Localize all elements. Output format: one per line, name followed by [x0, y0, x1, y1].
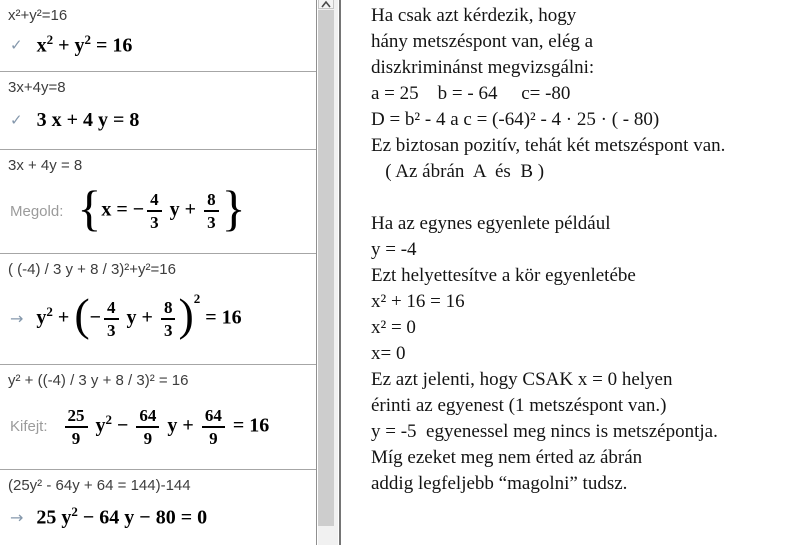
note-line: Ha csak azt kérdezik, hogy [371, 5, 577, 26]
note-line: x² + 16 = 16 [371, 291, 465, 312]
note-line: x² = 0 [371, 317, 416, 338]
math-output: 25 $y^2 - 64$ y − 80 = 0 [36, 504, 208, 529]
note-line: diszkriminánst megvizsgálni: [371, 57, 595, 78]
cas-output[interactable] [0, 389, 316, 464]
note-line: y = -4 [371, 239, 417, 260]
cas-input[interactable]: y² + ((-4) / 3 y + 8 / 3)² = 16 [8, 372, 189, 389]
note-line: hány metszéspont van, elég a [371, 31, 594, 52]
cas-row[interactable] [0, 0, 316, 72]
check-icon: ✓ [10, 111, 23, 129]
cas-panel [0, 0, 317, 545]
note-line: x= 0 [371, 343, 406, 364]
check-icon: ✓ [10, 36, 23, 54]
cas-input[interactable]: x²+y²=16 [8, 7, 68, 24]
arrow-icon: → [10, 309, 24, 328]
cas-input[interactable]: 3x + 4y = 8 [8, 157, 83, 174]
scrollbar-thumb[interactable] [318, 10, 334, 526]
cas-output[interactable] [0, 96, 316, 144]
fraction: $\frac{8}{3}$ [161, 298, 176, 340]
cas-row[interactable] [0, 254, 316, 365]
cas-output[interactable] [0, 278, 316, 359]
math-output: $y^2$ + (− $\frac{4}{3}$ y + $\frac{8}{3}$ )$^2$ = 16 [36, 289, 242, 341]
cas-row[interactable] [0, 470, 316, 545]
fraction: $\frac{25}{9}$ [65, 406, 88, 448]
math-output: $x^2 + y^2 = 16$ [36, 32, 133, 57]
expand-label: Kifejt: [10, 418, 48, 435]
scroll-up-button[interactable] [318, 0, 334, 9]
cas-row[interactable] [0, 72, 316, 150]
cas-row[interactable] [0, 150, 316, 254]
chevron-up-icon [319, 0, 333, 8]
note-line: Ezt helyettesítve a kör egyenletébe [371, 265, 636, 286]
cas-row[interactable] [0, 365, 316, 470]
cas-input[interactable]: 3x+4y=8 [8, 79, 66, 96]
fraction: $\frac{64}{9}$ [136, 406, 159, 448]
note-line: y = -5 egyenessel meg nincs is metszépontja. [371, 421, 718, 442]
note-line: Míg ezeket meg nem érted az ábrán [371, 447, 643, 468]
arrow-icon: → [10, 507, 24, 527]
cas-input[interactable]: ( (-4) / 3 y + 8 / 3)²+y²=16 [8, 261, 176, 278]
fraction: $\frac{64}{9}$ [202, 406, 225, 448]
note-line: D = b² - 4 a c = (-64)² - 4 · 25 · ( - 80) [371, 109, 660, 130]
fraction: $\frac{4}{3}$ [147, 190, 162, 232]
note-line: Ez biztosan pozitív, tehát két metszéspont van. [371, 135, 726, 156]
note-line: érinti az egyenest (1 metszéspont van.) [371, 395, 667, 416]
vertical-scrollbar[interactable] [318, 0, 338, 545]
note-line: ( Az ábrán A és B ) [371, 161, 545, 182]
fraction: $\frac{8}{3}$ [204, 190, 219, 232]
cas-input[interactable]: (25y² - 64y + 64 = 144)-144 [8, 477, 191, 494]
note-line: addig legfeljebb “magolni” tudsz. [371, 473, 628, 494]
notes-panel [341, 0, 798, 545]
note-line: Ha az egynes egyenlete például [371, 213, 611, 234]
cas-output[interactable] [0, 174, 316, 248]
fraction: $\frac{4}{3}$ [104, 298, 119, 340]
note-line [371, 185, 798, 211]
note-line: Ez azt jelenti, hogy CSAK x = 0 helyen [371, 369, 673, 390]
cas-output[interactable] [0, 494, 316, 540]
solve-label: Megold: [10, 202, 64, 220]
math-output: 3 x + 4 y = 8 [36, 108, 140, 131]
math-output: $\frac{25}{9}$ $y^2$ − $\frac{64}{9}$ y + $\frac{64}{9}$ = 16 [62, 406, 270, 448]
math-output: {x = − $\frac{4}{3}$ y + $\frac{8}{3}$ } [77, 180, 246, 236]
cas-output[interactable] [0, 24, 316, 66]
note-line: a = 25 b = - 64 c= -80 [371, 83, 571, 104]
